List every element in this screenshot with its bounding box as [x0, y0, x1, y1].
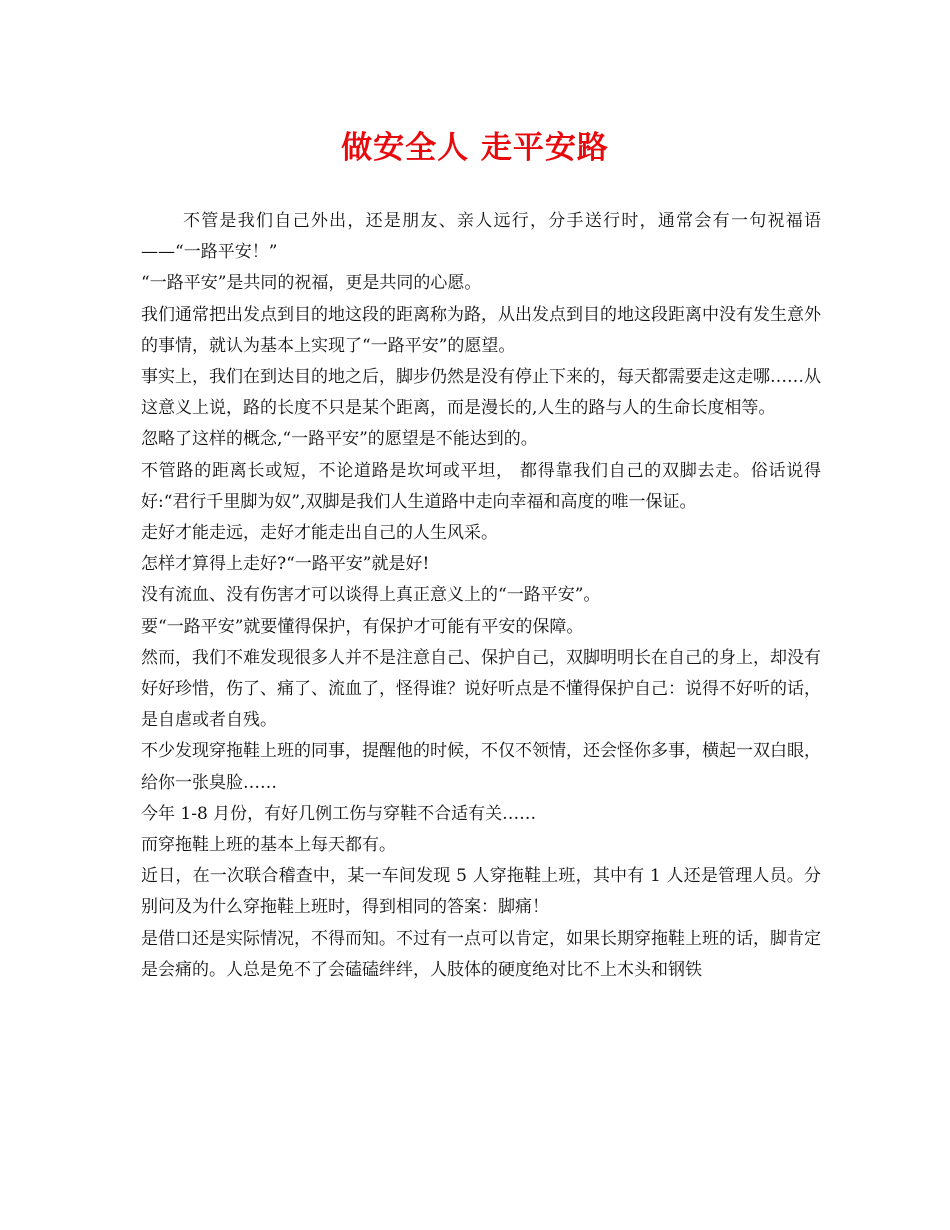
document-title: 做安全人 走平安路	[341, 130, 609, 166]
paragraph: 然而，我们不难发现很多人并不是注意自己、保护自己，双脚明明长在自己的身上，却没有好好珍惜，伤了、痛了、流血了，怪得谁？说好听点是不懂得保护自己：说得不好听的话，是自虐或者自残。	[141, 647, 821, 731]
paragraph: 事实上，我们在到达目的地之后，脚步仍然是没有停止下来的，每天都需要走这走哪……从这意义上说，路的长度不只是某个距离，而是漫长的,人生的路与人的生命长度相等。	[141, 367, 821, 419]
paragraph: 要“一路平安”就要懂得保护，有保护才可能有平安的保障。	[141, 616, 584, 637]
document-body	[141, 206, 821, 986]
paragraph: 不管路的距离长或短，不论道路是坎坷或平坦， 都得靠我们自己的双脚去走。俗话说得好:“君行千里脚为奴”,双脚是我们人生道路中走向幸福和高度的唯一保证。	[141, 460, 821, 512]
paragraph: 我们通常把出发点到目的地这段的距离称为路，从出发点到目的地这段距离中没有发生意外的事情，就认为基本上实现了“一路平安”的愿望。	[141, 304, 821, 356]
paragraph: 没有流血、没有伤害才可以谈得上真正意义上的“一路平安”。	[141, 585, 601, 606]
paragraph: 怎样才算得上走好?“一路平安”就是好!	[141, 554, 430, 575]
paragraph: 近日，在一次联合稽查中，某一车间发现 5 人穿拖鞋上班，其中有 1 人还是管理人员。分别问及为什么穿拖鞋上班时，得到相同的答案：脚痛！	[141, 866, 821, 918]
paragraph: 今年 1-8 月份，有好几例工伤与穿鞋不合适有关……	[141, 803, 537, 824]
paragraph: 走好才能走远，走好才能走出自己的人生风采。	[141, 523, 498, 544]
paragraph: 是借口还是实际情况，不得而知。不过有一点可以肯定，如果长期穿拖鞋上班的话，脚肯定是会痛的。人总是免不了会磕磕绊绊，人肢体的硬度绝对比不上木头和钢铁	[141, 928, 821, 980]
paragraph: 忽略了这样的概念,“一路平安”的愿望是不能达到的。	[141, 429, 538, 450]
paragraph: “一路平安”是共同的祝福，更是共同的心愿。	[141, 273, 482, 294]
paragraph: 不少发现穿拖鞋上班的同事，提醒他的时候，不仅不领情，还会怪你多事，横起一双白眼，给你一张臭脸……	[141, 741, 821, 793]
paragraph: 而穿拖鞋上班的基本上每天都有。	[141, 835, 396, 856]
paragraph: 不管是我们自己外出，还是朋友、亲人远行，分手送行时，通常会有一句祝福语——“一路平安！”	[141, 211, 821, 263]
